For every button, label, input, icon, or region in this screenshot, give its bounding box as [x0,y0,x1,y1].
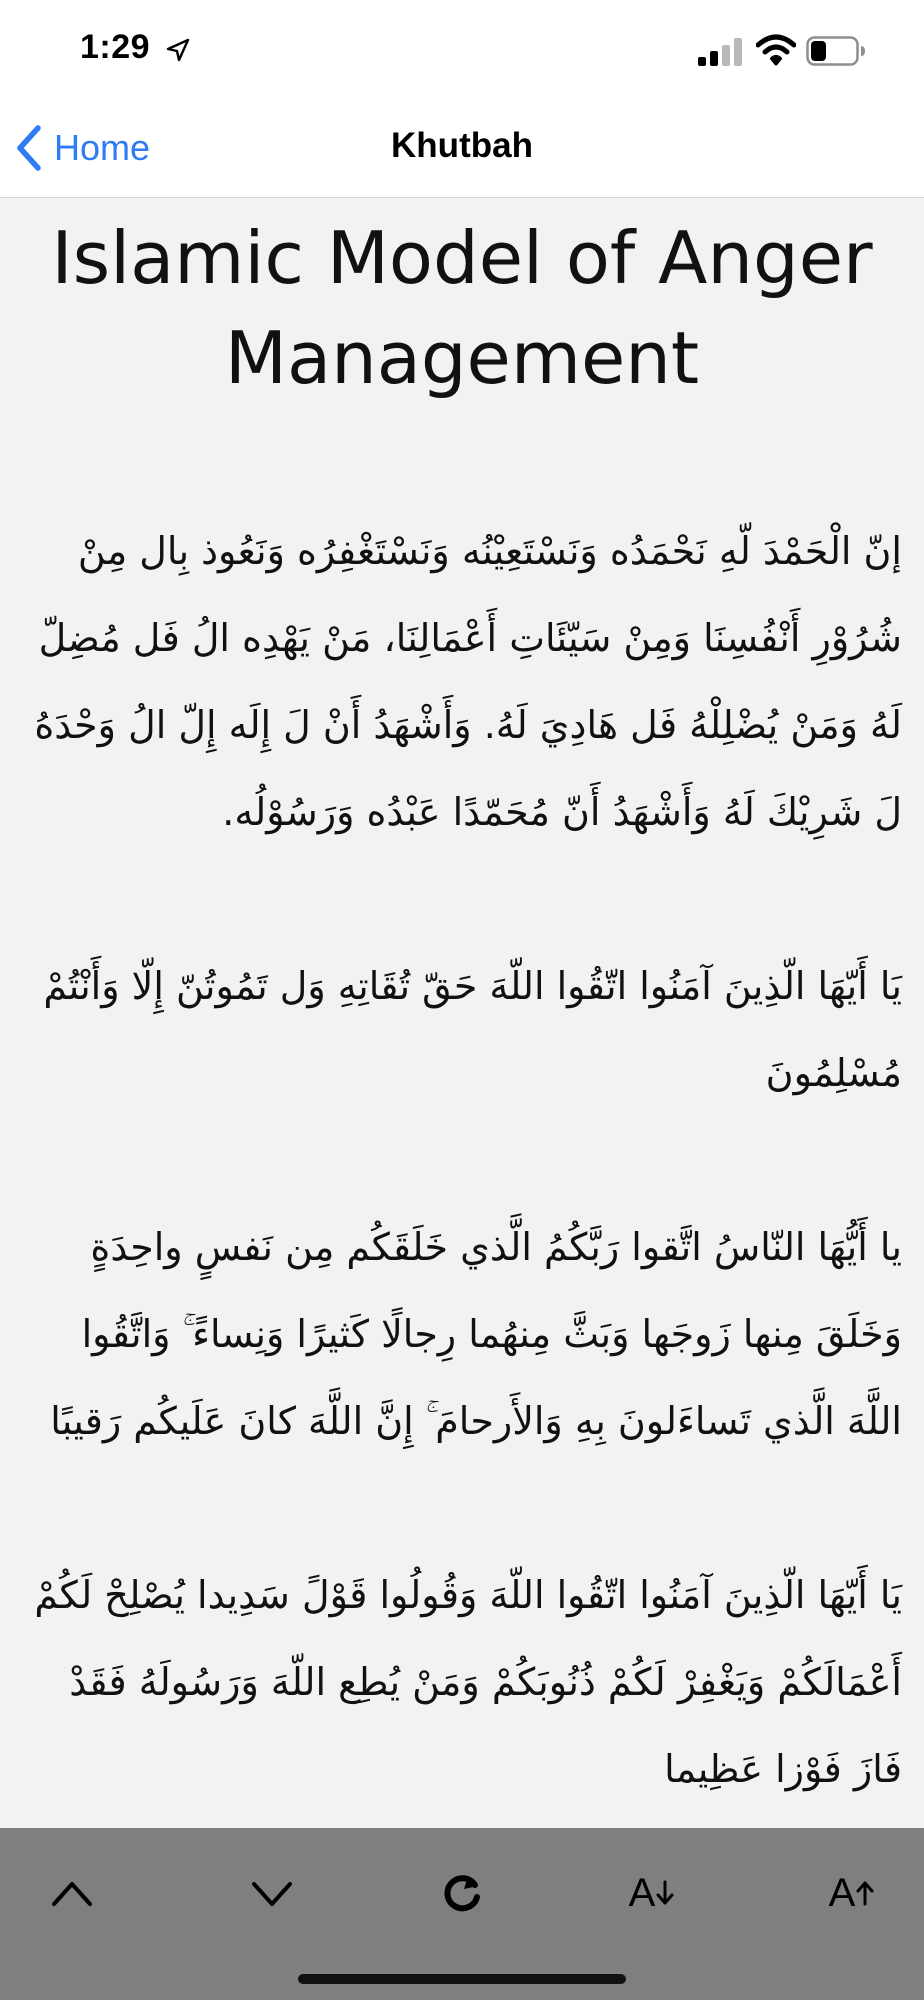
cellular-signal-icon [698,38,744,66]
status-bar [0,0,924,98]
font-size-decrease-icon: A [629,1871,676,1916]
arabic-paragraph: يا أَيُّهَا النّاسُ اتَّقوا رَبَّكُمُ الَّذي خَلَقَكُم مِن نَفسٍ واحِدَةٍ وَخَلَقَ مِنها زَوجَها وَبَثَّ مِنهُما رِجالًا كَثيرًا وَنِساءً ۚ وَاتَّقُوا اللَّهَ الَّذي تَساءَلونَ بِهِ وَالأَرحامَ ۚ إِنَّ اللَّهَ كانَ عَلَيكُم رَقيبًا [50,1225,902,1443]
increase-font-button[interactable] [812,1858,892,1928]
arabic-paragraph: يَا أَيّهَا الّذِينَ آمَنُوا اتّقُوا اللّهَ وَقُولُوا قَوْلً سَدِيدا يُصْلِحْ لَكُمْ أَعْمَالَكُمْ وَيَغْفِرْ لَكُمْ ذُنُوبَكُمْ وَمَنْ يُطِع اللّهَ وَرَسُولَهُ فَقَدْ فَازَ فَوْزا عَظِيما [34,1573,902,1791]
reload-icon [440,1871,484,1915]
battery-icon [806,36,866,66]
scroll-down-button[interactable] [232,1858,312,1928]
wifi-icon [756,34,796,66]
navigation-bar [0,98,924,198]
reload-button[interactable] [422,1858,502,1928]
khutbah-content[interactable] [0,198,924,1828]
page-title: Islamic Model of Anger Management [51,216,873,400]
font-size-increase-icon: A [829,1871,876,1916]
status-time: 1:29 [80,28,151,66]
decrease-font-button[interactable] [612,1858,692,1928]
back-label: Home [54,127,151,168]
arabic-paragraph: يَا أَيّهَا الّذِينَ آمَنُوا اتّقُوا اللّهَ حَقّ تُقَاتِهِ وَل تَمُوتُنّ إِلّا وَأَنْتُمْ مُسْلِمُونَ [43,964,902,1095]
arabic-paragraph: إنّ الْحَمْدَ لّهِ نَحْمَدُه وَنَسْتَعِيْنُه وَنَسْتَغْفِرُه وَنَعُوذ بِال مِنْ شُرُوْرِ أَنْفُسِنَا وَمِنْ سَيّئَاتِ أَعْمَالِنَا، مَنْ يَهْدِه الُ فَل مُضِلّ لَهُ وَمَنْ يُضْلِلْهُ فَل هَادِيَ لَهُ. وَأَشْهَدُ أَنْ لَ إِلَه إِلّ الُ وَحْدَهُ لَ شَرِيْكَ لَهُ وَأَشْهَدُ أَنّ مُحَمّدًا عَبْدُه وَرَسُوْلُه. [34,529,902,834]
nav-title: Khutbah [391,126,533,165]
chevron-down-icon [250,1878,294,1908]
home-indicator [298,1974,626,1984]
scroll-up-button[interactable] [32,1858,112,1928]
chevron-up-icon [50,1878,94,1908]
bottom-toolbar [0,1828,924,2000]
location-arrow-icon [166,38,190,62]
khutbah-text [0,508,924,1813]
